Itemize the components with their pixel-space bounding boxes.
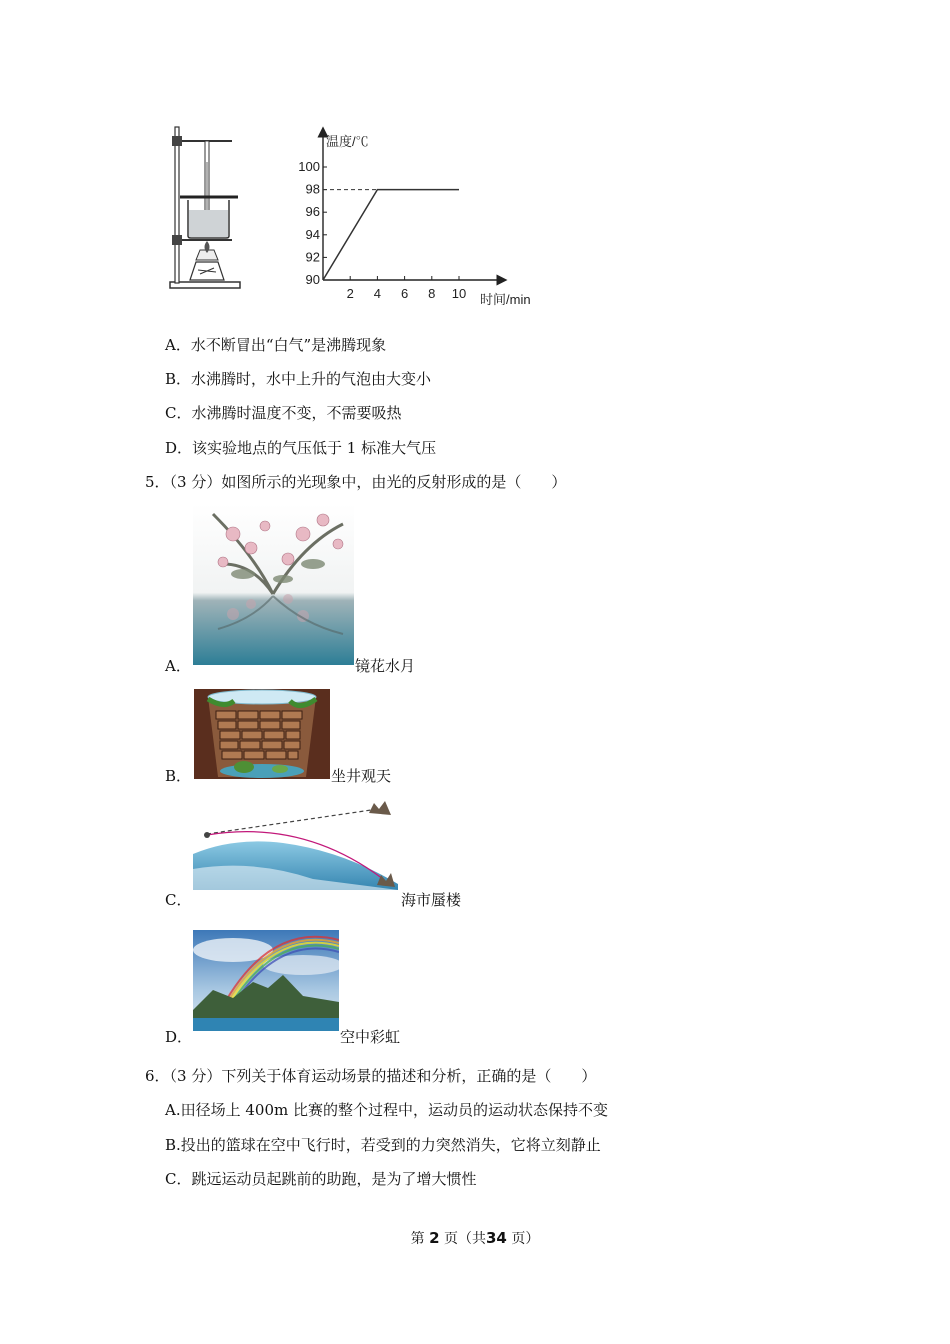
q5-option-a-caption: 镜花水月 bbox=[355, 657, 416, 675]
q6-option-c bbox=[165, 1169, 477, 1189]
option-text: 该实验地点的气压低于 1 标准大气压 bbox=[192, 439, 437, 457]
chart-y-tick-label: 94 bbox=[305, 226, 320, 242]
page-footer bbox=[0, 1228, 950, 1249]
q5-option-b bbox=[165, 766, 191, 786]
chart-series-line bbox=[323, 190, 459, 280]
boiling-apparatus-figure bbox=[160, 122, 250, 298]
chart-y-axis-label: 温度/℃ bbox=[326, 134, 369, 149]
q6-option-b bbox=[165, 1135, 601, 1155]
option-letter: D． bbox=[165, 439, 193, 457]
chart-y-tick-label: 100 bbox=[298, 159, 320, 174]
option-letter: C． bbox=[165, 891, 192, 909]
option-letter: A． bbox=[165, 336, 191, 354]
chart-y-tick-label: 90 bbox=[305, 272, 320, 287]
q5-option-d-caption: 空中彩虹 bbox=[340, 1028, 401, 1046]
q6-option-a bbox=[165, 1100, 608, 1120]
q5-option-c bbox=[165, 890, 191, 910]
option-letter: A． bbox=[165, 657, 191, 675]
temperature-time-chart bbox=[290, 122, 560, 312]
frog-in-well-image bbox=[194, 689, 330, 779]
q4-option-c bbox=[165, 403, 402, 423]
option-text: 水沸腾时温度不变，不需要吸热 bbox=[191, 404, 402, 422]
q4-option-d bbox=[165, 438, 436, 458]
q5-option-c-caption: 海市蜃楼 bbox=[401, 891, 462, 909]
chart-x-tick-label: 4 bbox=[373, 286, 382, 301]
q5-option-b-caption: 坐井观天 bbox=[331, 767, 392, 785]
q5-stem: 5．（3 分）如图所示的光现象中，由光的反射形成的是（ ） bbox=[145, 473, 567, 491]
option-text: 投出的篮球在空中飞行时，若受到的力突然消失，它将立刻静止 bbox=[180, 1136, 601, 1154]
q6-stem: 6．（3 分）下列关于体育运动场景的描述和分析，正确的是（ ） bbox=[145, 1067, 597, 1085]
chart-y-tick-label: 96 bbox=[305, 204, 320, 220]
option-letter: D． bbox=[165, 1028, 193, 1046]
option-letter: B． bbox=[165, 767, 192, 785]
option-text: 跳远运动员起跳前的助跑，是为了增大惯性 bbox=[191, 1170, 477, 1188]
option-text: 水沸腾时，水中上升的气泡由大变小 bbox=[191, 370, 432, 388]
q4-option-a bbox=[165, 335, 386, 355]
option-letter: B. bbox=[165, 1136, 181, 1154]
option-letter: C． bbox=[165, 404, 192, 422]
footer-total-pages: 34 bbox=[486, 1229, 507, 1247]
option-letter: B． bbox=[165, 370, 192, 388]
footer-suffix: 页） bbox=[511, 1231, 540, 1247]
chart-x-tick-label: 8 bbox=[428, 286, 436, 301]
rainbow-image bbox=[193, 930, 339, 1031]
option-text: 田径场上 400m 比赛的整个过程中，运动员的运动状态保持不变 bbox=[180, 1101, 609, 1119]
chart-y-tick-label: 98 bbox=[305, 181, 320, 197]
mirage-image bbox=[193, 799, 398, 890]
option-text: 水不断冒出“白气”是沸腾现象 bbox=[190, 336, 387, 354]
flower-reflection-image bbox=[193, 504, 354, 665]
option-letter: A. bbox=[165, 1101, 181, 1119]
q5-option-d bbox=[165, 1027, 192, 1047]
q4-option-b bbox=[165, 369, 431, 389]
chart-y-tick-label: 92 bbox=[305, 249, 320, 265]
option-letter: C． bbox=[165, 1170, 192, 1188]
footer-page-number: 2 bbox=[429, 1229, 440, 1247]
footer-mid: 页（共 bbox=[444, 1231, 486, 1247]
chart-x-tick-label: 2 bbox=[346, 286, 354, 301]
q5-option-a bbox=[165, 656, 191, 676]
footer-prefix: 第 bbox=[410, 1231, 425, 1247]
chart-x-tick-label: 10 bbox=[451, 286, 467, 301]
chart-x-axis-label: 时间/min bbox=[480, 292, 531, 307]
chart-x-tick-label: 6 bbox=[400, 286, 409, 301]
